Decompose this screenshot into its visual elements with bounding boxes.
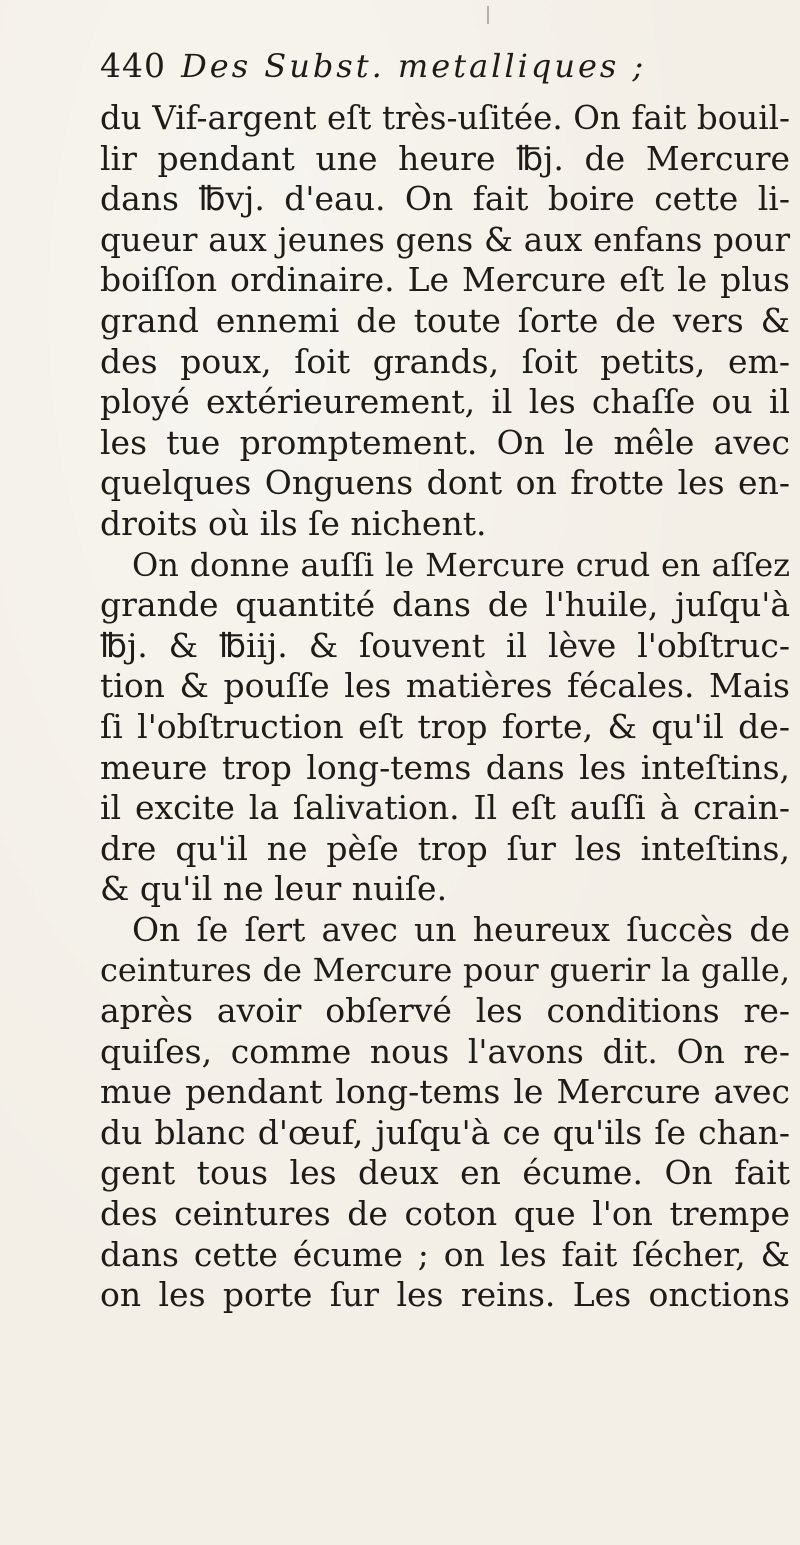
text-line: mue pendant long-tems le Mercure avec xyxy=(100,1072,790,1112)
page-mark xyxy=(487,6,489,24)
text-line: droits où ils ſe nichent. xyxy=(100,503,487,543)
text-line: ceintures de Mercure pour guerir la galle, xyxy=(100,951,790,990)
text-line: boiſſon ordinaire. Le Mercure eſt le plus xyxy=(100,260,790,300)
text-line: & qu'il ne leur nuiſe. xyxy=(100,869,448,909)
running-header xyxy=(100,46,790,98)
running-title: Des Subst. metalliques ; xyxy=(181,47,647,85)
text-line: tion & pouſſe les matières fécales. Mais xyxy=(100,666,790,706)
text-line: ℔j. & ℔iij. & ſouvent il lève l'obſtruc- xyxy=(100,625,790,665)
text-line: quelques Onguens dont on frotte les en- xyxy=(100,463,790,503)
text-line: dans ℔vj. d'eau. On fait boire cette li- xyxy=(100,179,790,219)
text-line: queur aux jeunes gens & aux enfans pour xyxy=(100,220,790,259)
text-line: du blanc d'œuf, juſqu'à ce qu'ils ſe chan- xyxy=(100,1112,790,1152)
text-line: On ſe ſert avec un heureux ſuccès de xyxy=(132,909,790,949)
text-line: des poux, ſoit grands, ſoit petits, em- xyxy=(100,341,790,381)
text-line: des ceintures de coton que l'on trempe xyxy=(100,1194,790,1234)
text-line: après avoir obſervé les conditions re- xyxy=(100,991,790,1031)
text-line: lir pendant une heure ℔j. de Mercure xyxy=(100,138,790,178)
text-line: quiſes, comme nous l'avons dit. On re- xyxy=(100,1031,790,1071)
text-line: dre qu'il ne pèſe trop ſur les inteſtins, xyxy=(100,828,790,868)
text-line: grand ennemi de toute ſorte de vers & xyxy=(100,300,790,340)
text-line: ployé extérieurement, il les chaſſe ou il xyxy=(100,382,790,422)
body-text xyxy=(100,98,790,1316)
text-line: On donne auſſi le Mercure crud en aſſez xyxy=(132,545,790,584)
text-line: grande quantité dans de l'huile, juſqu'à xyxy=(100,585,790,625)
text-line: il excite la ſalivation. Il eſt auſſi à crain- xyxy=(100,788,790,828)
text-line: on les porte ſur les reins. Les onctions xyxy=(100,1275,790,1315)
text-line: ſi l'obſtruction eſt trop forte, & qu'il de- xyxy=(100,706,790,746)
text-line: du Vif-argent eſt très-uſitée. On fait bouil- xyxy=(100,99,790,137)
text-line: meure trop long-tems dans les inteſtins, xyxy=(100,747,790,787)
text-line: gent tous les deux en écume. On fait xyxy=(100,1153,790,1193)
text-line: dans cette écume ; on les fait ſécher, & xyxy=(100,1234,790,1274)
page-number: 440 xyxy=(100,46,166,85)
text-line: les tue promptement. On le mêle avec xyxy=(100,422,790,462)
